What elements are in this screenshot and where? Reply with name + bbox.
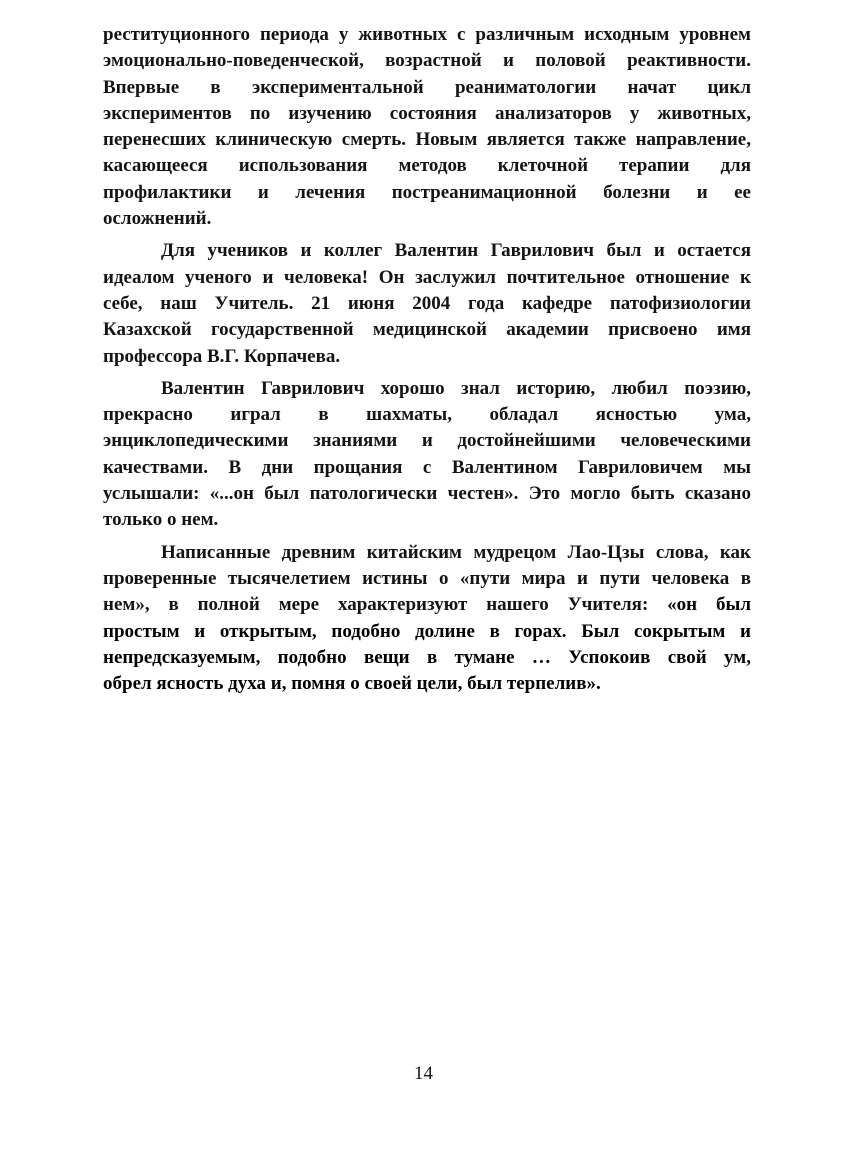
paragraph-1 xyxy=(103,22,751,232)
text-line: профилактики и лечения постреанимационной болезни и ее xyxy=(103,181,751,203)
text-line: осложнений. xyxy=(103,208,212,230)
paragraph-4 xyxy=(103,540,751,698)
text-line: Впервые в экспериментальной реаниматологии начат цикл xyxy=(103,76,751,98)
text-line: профессора В.Г. Корпачева. xyxy=(103,345,341,367)
text-line: идеалом ученого и человека! Он заслужил почтительное отношение к xyxy=(103,266,751,288)
text-line: Для учеников и коллег Валентин Гаврилович был и остается xyxy=(161,240,751,262)
text-line: услышали: «...он был патологически честен». Это могло быть сказано xyxy=(103,483,751,505)
text-line: непредсказуемым, подобно вещи в тумане … Успокоив свой ум, xyxy=(103,646,751,668)
text-line: экспериментов по изучению состояния анализаторов у животных, xyxy=(103,102,751,124)
paragraph-2 xyxy=(103,238,751,369)
body-text xyxy=(103,22,751,697)
text-line: Казахской государственной медицинской академии присвоено имя xyxy=(103,319,751,341)
text-line: энциклопедическими знаниями и достойнейшими человеческими xyxy=(103,430,751,452)
text-line: эмоционально-поведенческой, возрастной и половой реактивности. xyxy=(103,50,751,72)
quote-start: «он был xyxy=(667,594,751,616)
text-line: прекрасно играл в шахматы, обладал ясностью ума, xyxy=(103,404,751,426)
text-line: перенесших клиническую смерть. Новым является также направление, xyxy=(103,129,751,151)
text-line xyxy=(103,592,751,618)
quote-intro: нем», в полной мере характеризуют нашего Учителя: xyxy=(103,594,668,616)
text-line: обрел ясность духа и, помня о своей цели, был терпелив». xyxy=(103,673,601,695)
text-line: простым и открытым, подобно долине в горах. Был сокрытым и xyxy=(103,620,751,642)
text-line: себе, наш Учитель. 21 июня 2004 года кафедре патофизиологии xyxy=(103,292,751,314)
text-line: только о нем. xyxy=(103,509,219,531)
text-line: качествами. В дни прощания с Валентином Гавриловичем мы xyxy=(103,456,751,478)
text-line: проверенные тысячелетием истины о «пути мира и пути человека в xyxy=(103,567,751,589)
page-number: 14 xyxy=(414,1063,433,1084)
text-line: касающееся использования методов клеточной терапии для xyxy=(103,155,751,177)
text-line: реституционного периода у животных с различным исходным уровнем xyxy=(103,24,751,45)
paragraph-3 xyxy=(103,376,751,534)
text-line: Валентин Гаврилович хорошо знал историю, любил поэзию, xyxy=(161,377,751,399)
text-line: Написанные древним китайским мудрецом Лао-Цзы слова, как xyxy=(161,541,751,563)
